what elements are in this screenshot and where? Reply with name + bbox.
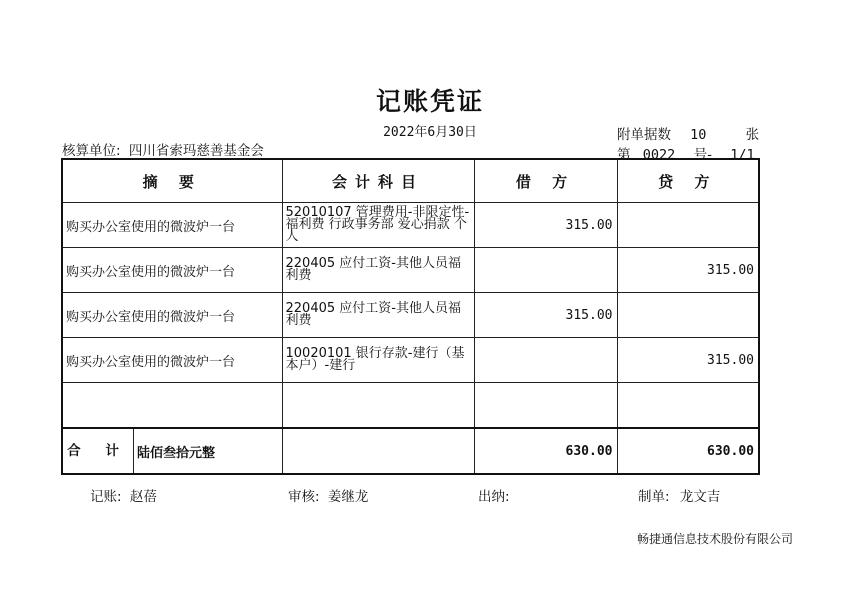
row-debit bbox=[474, 338, 617, 383]
table-row bbox=[62, 248, 759, 293]
attachments-count bbox=[617, 123, 759, 143]
row-credit bbox=[617, 203, 759, 248]
total-amount-in-words: 陆佰叁拾元整 bbox=[137, 445, 216, 461]
accounting-unit-label: 核算单位: bbox=[62, 143, 121, 159]
voucher-number-value: 0022 bbox=[642, 147, 676, 163]
signature-cashier bbox=[478, 485, 514, 505]
row-credit: 315.00 bbox=[617, 338, 759, 383]
voucher-page: 1/1 bbox=[730, 147, 755, 163]
row-summary: 购买办公室使用的微波炉一台 bbox=[62, 293, 282, 338]
row-summary: 购买办公室使用的微波炉一台 bbox=[62, 338, 282, 383]
voucher-table bbox=[61, 158, 760, 475]
row-credit: 315.00 bbox=[617, 248, 759, 293]
table-row bbox=[62, 293, 759, 338]
reviewer-name: 姜继龙 bbox=[327, 489, 369, 505]
header-account: 会计科目 bbox=[282, 159, 474, 203]
total-debit: 630.00 bbox=[474, 428, 617, 474]
total-account-empty bbox=[282, 428, 474, 474]
software-company: 畅捷通信息技术股份有限公司 bbox=[636, 532, 793, 546]
row-summary: 购买办公室使用的微波炉一台 bbox=[62, 203, 282, 248]
total-credit: 630.00 bbox=[617, 428, 759, 474]
bookkeeper-name: 赵蓓 bbox=[129, 489, 157, 505]
voucher-number-suffix: 号- bbox=[693, 147, 712, 163]
row-debit bbox=[474, 383, 617, 429]
row-account: 10020101 银行存款-建行（基本户）-建行 bbox=[282, 338, 474, 383]
attachments-label: 附单据数 bbox=[617, 127, 671, 143]
cashier-label: 出纳: bbox=[478, 489, 510, 505]
row-account: 52010107 管理费用-非限定性-福利费 行政事务部 爱心捐款 个人 bbox=[282, 203, 474, 248]
voucher-title: 记账凭证 bbox=[375, 87, 484, 116]
row-credit bbox=[617, 383, 759, 429]
row-summary: 购买办公室使用的微波炉一台 bbox=[62, 248, 282, 293]
signature-bookkeeper bbox=[90, 485, 157, 505]
accounting-unit bbox=[62, 139, 264, 159]
signature-reviewer bbox=[288, 485, 368, 505]
row-debit: 315.00 bbox=[474, 293, 617, 338]
table-header-row bbox=[62, 159, 759, 203]
accounting-unit-value: 四川省索玛慈善基金会 bbox=[128, 143, 264, 159]
bookkeeper-label: 记账: bbox=[90, 489, 122, 505]
attachments-unit: 张 bbox=[745, 127, 760, 143]
preparer-label: 制单: bbox=[638, 489, 670, 505]
voucher-date: 2022年6月30日 bbox=[383, 125, 477, 140]
header-debit: 借 方 bbox=[474, 159, 617, 203]
table-row bbox=[62, 203, 759, 248]
total-cell bbox=[62, 428, 282, 474]
row-credit bbox=[617, 293, 759, 338]
total-row bbox=[62, 428, 759, 474]
signature-preparer bbox=[638, 485, 720, 505]
row-account: 220405 应付工资-其他人员福利费 bbox=[282, 293, 474, 338]
header-summary: 摘 要 bbox=[62, 159, 282, 203]
attachments-number: 10 bbox=[690, 127, 707, 143]
row-debit: 315.00 bbox=[474, 203, 617, 248]
table-row bbox=[62, 338, 759, 383]
row-debit bbox=[474, 248, 617, 293]
reviewer-label: 审核: bbox=[288, 489, 320, 505]
row-account bbox=[282, 383, 474, 429]
preparer-name: 龙文吉 bbox=[679, 489, 721, 505]
total-label: 合 计 bbox=[63, 429, 134, 473]
table-row-empty bbox=[62, 383, 759, 429]
row-account: 220405 应付工资-其他人员福利费 bbox=[282, 248, 474, 293]
row-summary bbox=[62, 383, 282, 429]
header-credit: 贷 方 bbox=[617, 159, 759, 203]
voucher-number-prefix: 第 bbox=[617, 147, 631, 163]
